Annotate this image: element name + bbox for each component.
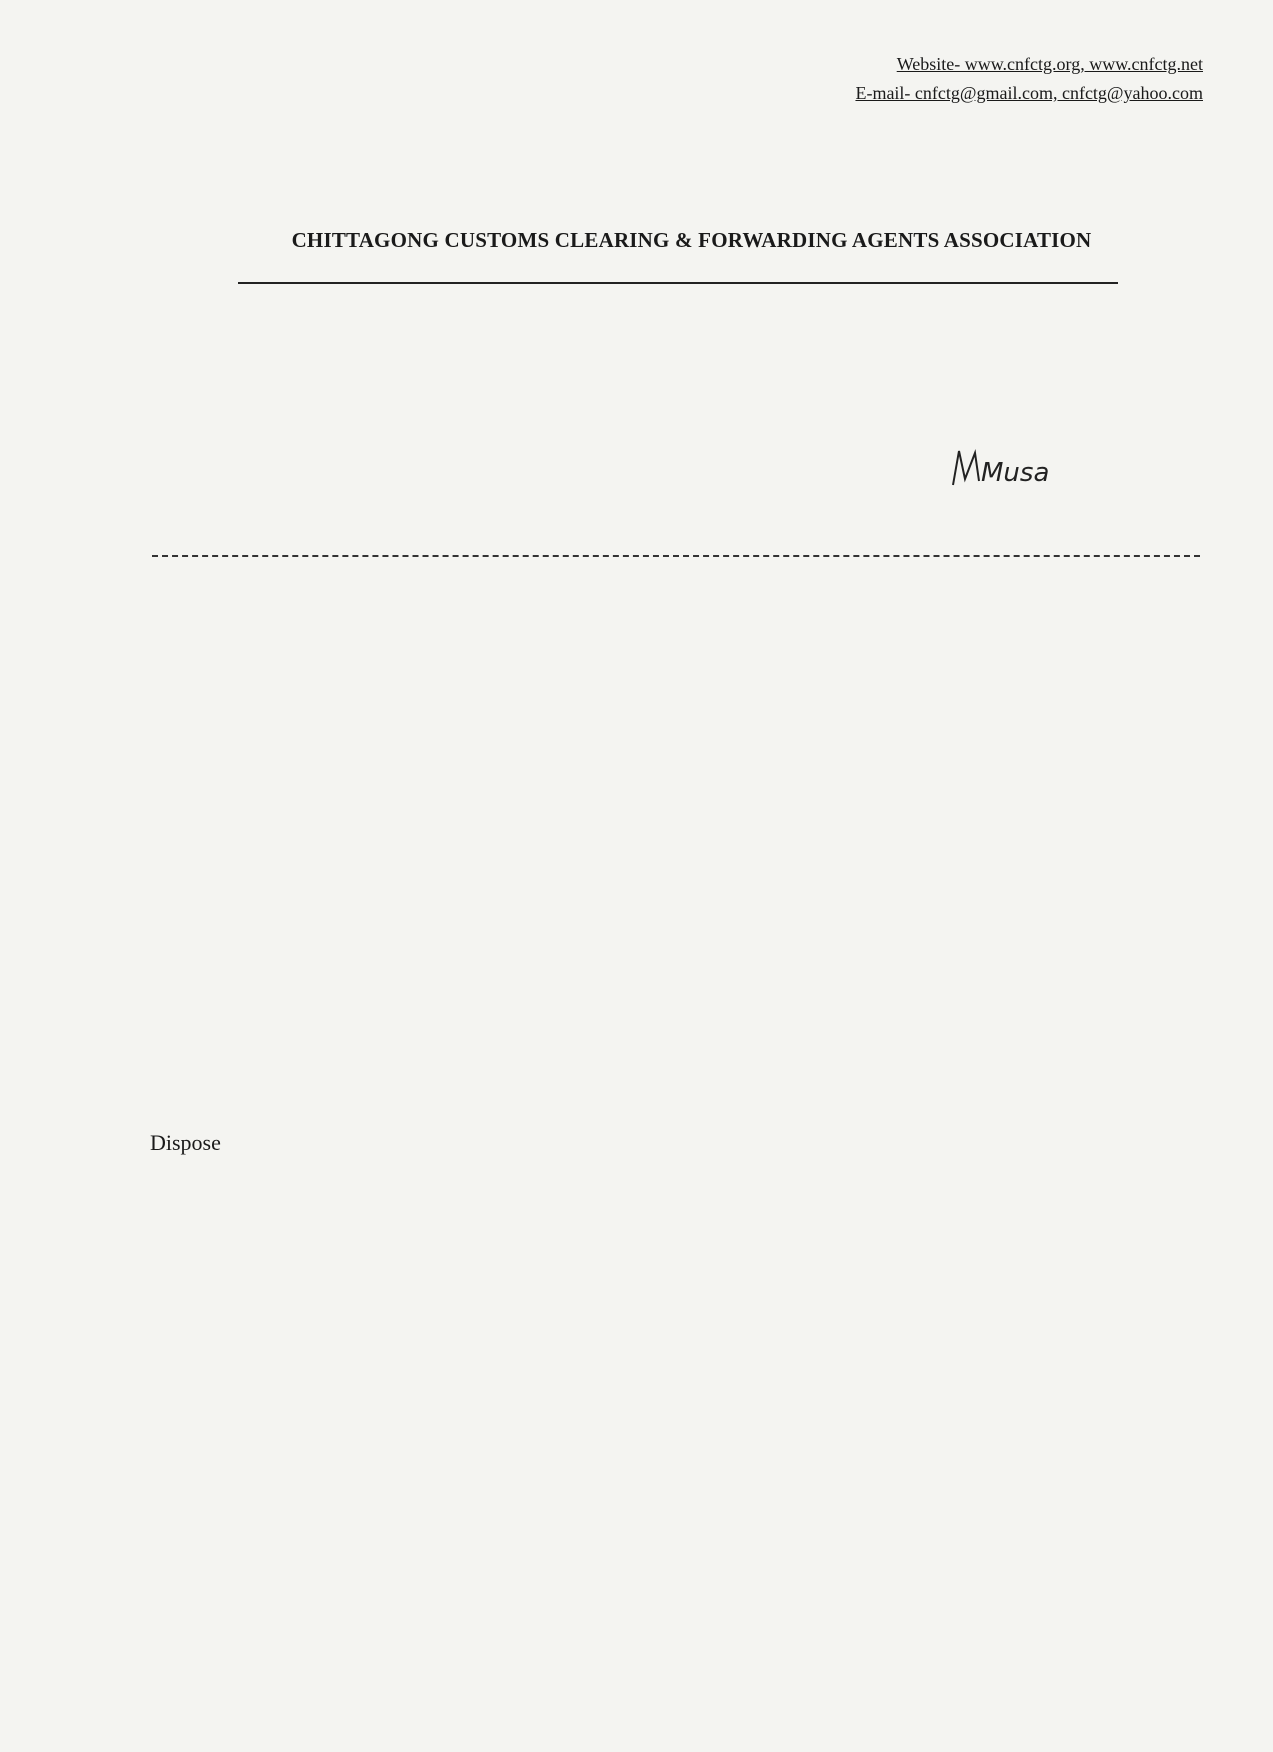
notice-paragraph-2 xyxy=(150,1130,1202,1375)
notice-paragraph-1 xyxy=(150,820,1202,1065)
signature-text: Musa xyxy=(981,458,1050,488)
contact-block xyxy=(855,50,1203,108)
circular-reference xyxy=(150,290,470,348)
circular-intro-text xyxy=(150,358,1202,418)
secretary-signature-block xyxy=(935,445,1075,540)
website-line: Website- www.cnfctg.org, www.cnfctg.net xyxy=(896,54,1203,74)
circular-date-block xyxy=(913,290,1203,348)
file-number xyxy=(150,1580,770,1608)
signoff-name xyxy=(840,1479,1140,1513)
dashed-divider xyxy=(152,555,1200,557)
org-address xyxy=(238,256,1118,284)
org-name-bengali xyxy=(225,175,1125,215)
file-date xyxy=(940,1580,1080,1608)
org-name-english: CHITTAGONG CUSTOMS CLEARING & FORWARDING AGENTS ASSOCIATION xyxy=(291,228,1092,252)
handwritten-signature xyxy=(935,445,1075,495)
signoff-designation xyxy=(840,1513,1140,1547)
email-line: E-mail- cnfctg@gmail.com, cnfctg@yahoo.com xyxy=(855,83,1203,103)
signed-mark xyxy=(840,1445,1140,1479)
commissioner-signoff xyxy=(840,1445,1140,1581)
page-number xyxy=(150,1668,260,1698)
signoff-office xyxy=(840,1547,1140,1581)
dispose-word: Dispose xyxy=(150,1130,221,1155)
